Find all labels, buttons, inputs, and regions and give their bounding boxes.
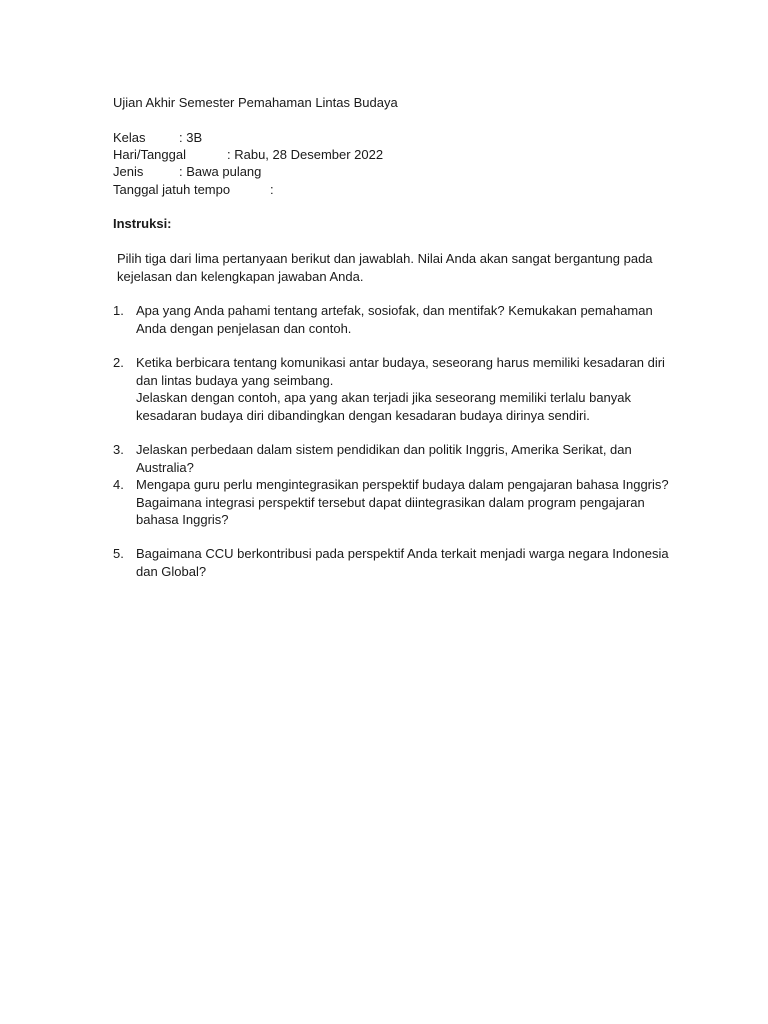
question-body xyxy=(136,476,681,529)
question-item xyxy=(113,354,681,424)
question-text: Bagaimana integrasi perspektif tersebut dapat diintegrasikan dalam program pengajaran bahasa Inggris? xyxy=(136,494,645,527)
meta-label: Jenis xyxy=(113,164,144,179)
question-text: Bagaimana CCU berkontribusi pada perspektif Anda terkait menjadi warga negara Indonesia dan Global? xyxy=(136,546,669,579)
instructions-heading: Instruksi: xyxy=(113,216,172,231)
question-number: 1. xyxy=(113,303,124,318)
question-item xyxy=(113,545,681,580)
question-number: 5. xyxy=(113,546,124,561)
meta-value: : 3B xyxy=(179,130,203,145)
question-body xyxy=(136,441,681,476)
question-number: 2. xyxy=(113,355,124,370)
question-item xyxy=(113,302,681,337)
meta-label: Tanggal jatuh tempo xyxy=(113,182,231,197)
question-text: Jelaskan perbedaan dalam sistem pendidikan dan politik Inggris, Amerika Serikat, dan Australia? xyxy=(136,442,632,475)
question-text: Jelaskan dengan contoh, apa yang akan terjadi jika seseorang memiliki terlalu banyak kesadaran budaya diri dibandingkan dengan kesadaran budaya dirinya sendiri. xyxy=(136,390,632,423)
question-body xyxy=(136,545,681,580)
question-text: Mengapa guru perlu mengintegrasikan perspektif budaya dalam pengajaran bahasa Inggris? xyxy=(136,477,669,492)
question-body xyxy=(136,354,681,424)
question-text: Ketika berbicara tentang komunikasi antar budaya, seseorang harus memiliki kesadaran diri dan lintas budaya yang seimbang. xyxy=(136,355,665,388)
question-number: 4. xyxy=(113,477,124,492)
meta-label: Kelas xyxy=(113,130,146,145)
question-item xyxy=(113,441,681,476)
instructions-text: Pilih tiga dari lima pertanyaan berikut dan jawablah. Nilai Anda akan sangat bergantung pada kejelasan dan kelengkapan jawaban Anda. xyxy=(117,251,653,284)
question-body xyxy=(136,302,681,337)
meta-value: : Bawa pulang xyxy=(179,164,262,179)
meta-label: Hari/Tanggal xyxy=(113,147,186,162)
question-number: 3. xyxy=(113,442,124,457)
meta-value: : xyxy=(270,182,274,197)
question-item xyxy=(113,476,681,529)
document-title: Ujian Akhir Semester Pemahaman Lintas Budaya xyxy=(113,95,398,110)
question-text: Apa yang Anda pahami tentang artefak, sosiofak, dan mentifak? Kemukakan pemahaman Anda dengan penjelasan dan contoh. xyxy=(136,303,653,336)
meta-value: : Rabu, 28 Desember 2022 xyxy=(227,147,384,162)
